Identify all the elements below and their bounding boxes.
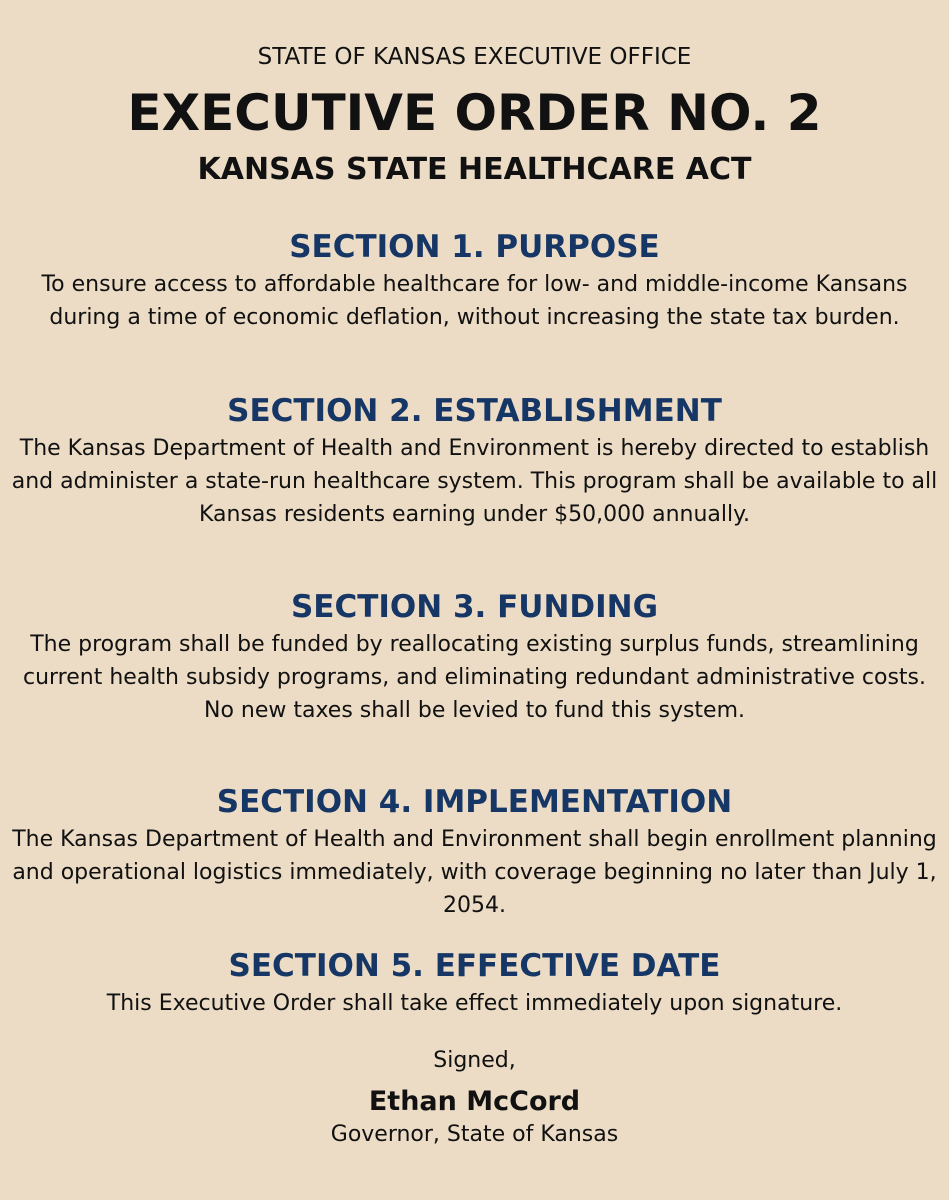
section-2-body: The Kansas Department of Health and Environment is hereby directed to establish and administer a state-run healthcare system. This program shall be available to all Kansas residents earning under $50,000 annually. <box>11 436 938 527</box>
issuing-office: STATE OF KANSAS EXECUTIVE OFFICE <box>257 44 692 70</box>
section-1-heading: SECTION 1. PURPOSE <box>289 229 660 265</box>
section-1-body: To ensure access to affordable healthcare for low- and middle-income Kansans during a time of economic deflation, without increasing the state tax burden. <box>41 272 908 330</box>
signer-name: Ethan McCord <box>368 1086 581 1117</box>
section-3-heading: SECTION 3. FUNDING <box>290 589 659 625</box>
section-3-body: The program shall be funded by reallocating existing surplus funds, streamlining current health subsidy programs, and eliminating redundant administrative costs. No new taxes shall be levied to fund this system. <box>22 632 927 723</box>
signed-label: Signed, <box>433 1048 516 1073</box>
act-title: KANSAS STATE HEALTHCARE ACT <box>197 152 752 187</box>
section-5-heading: SECTION 5. EFFECTIVE DATE <box>228 948 721 984</box>
section-2-heading: SECTION 2. ESTABLISHMENT <box>227 393 722 429</box>
section-5-body: This Executive Order shall take effect immediately upon signature. <box>106 991 843 1016</box>
section-4-body: The Kansas Department of Health and Environment shall begin enrollment planning and operational logistics immediately, with coverage beginning no later than July 1, 2054. <box>12 827 937 918</box>
order-title: EXECUTIVE ORDER NO. 2 <box>127 84 822 142</box>
signer-title: Governor, State of Kansas <box>330 1122 619 1147</box>
section-4-heading: SECTION 4. IMPLEMENTATION <box>216 784 733 820</box>
